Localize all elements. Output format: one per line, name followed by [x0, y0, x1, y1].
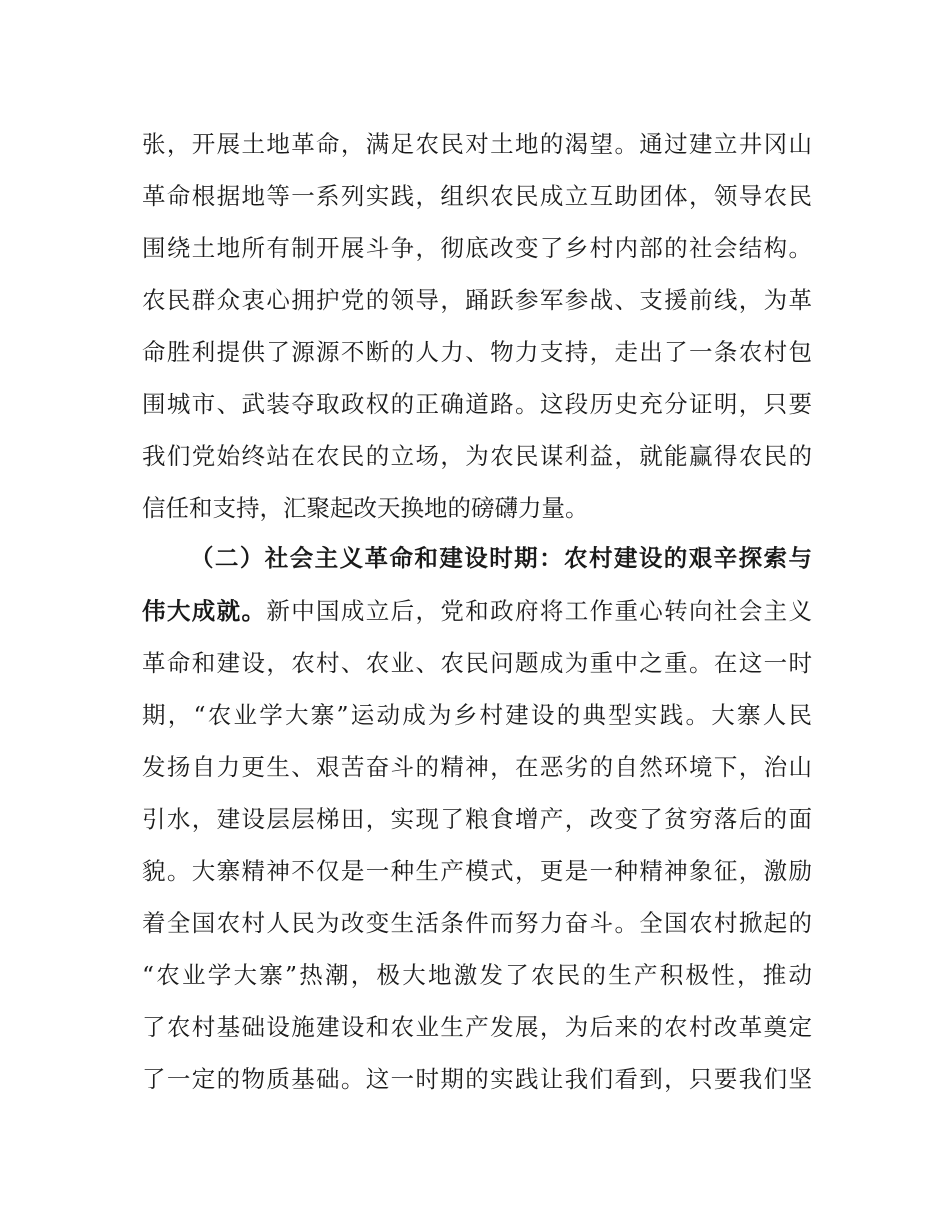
text-line	[142, 591, 812, 631]
text-line: 围城市、武装夺取政权的正确道路。这段历史充分证明，只要	[142, 390, 812, 418]
text-line: 围绕土地所有制开展斗争，彻底改变了乡村内部的社会结构。	[142, 234, 812, 262]
text-line: 引水，建设层层梯田，实现了粮食增产，改变了贫穷落后的面	[142, 805, 812, 833]
text-line: 了农村基础设施建设和农业生产发展，为后来的农村改革奠定	[142, 1013, 812, 1041]
text-line: 貌。大寨精神不仅是一种生产模式，更是一种精神象征，激励	[142, 857, 812, 885]
text-line: 着全国农村人民为改变生活条件而努力奋斗。全国农村掀起的	[142, 909, 812, 937]
text-line: 农民群众衷心拥护党的领导，踊跃参军参战、支援前线，为革	[142, 286, 812, 314]
text-line: 发扬自力更生、艰苦奋斗的精神，在恶劣的自然环境下，治山	[142, 753, 812, 781]
text-line: 命胜利提供了源源不断的人力、物力支持，走出了一条农村包	[142, 338, 812, 366]
text-line: 革命根据地等一系列实践，组织农民成立互助团体，领导农民	[142, 182, 812, 210]
section-heading-end: 伟大成就。	[142, 597, 267, 625]
text-line: “农业学大寨”热潮，极大地激发了农民的生产积极性，推动	[142, 961, 812, 989]
text-line: 革命和建设，农村、农业、农民问题成为重中之重。在这一时	[142, 649, 812, 677]
text-line: 了一定的物质基础。这一时期的实践让我们看到，只要我们坚	[142, 1065, 812, 1093]
text-line-rest: 新中国成立后，党和政府将工作重心转向社会主义	[266, 597, 813, 625]
section-heading: （二）社会主义革命和建设时期：农村建设的艰辛探索与	[190, 544, 812, 572]
text-line: 张，开展土地革命，满足农民对土地的渴望。通过建立井冈山	[142, 130, 812, 158]
text-line: 信任和支持，汇聚起改天换地的磅礴力量。	[142, 494, 589, 522]
text-line: 期，“农业学大寨”运动成为乡村建设的典型实践。大寨人民	[142, 701, 812, 729]
text-line: 我们党始终站在农民的立场，为农民谋利益，就能赢得农民的	[142, 442, 812, 470]
